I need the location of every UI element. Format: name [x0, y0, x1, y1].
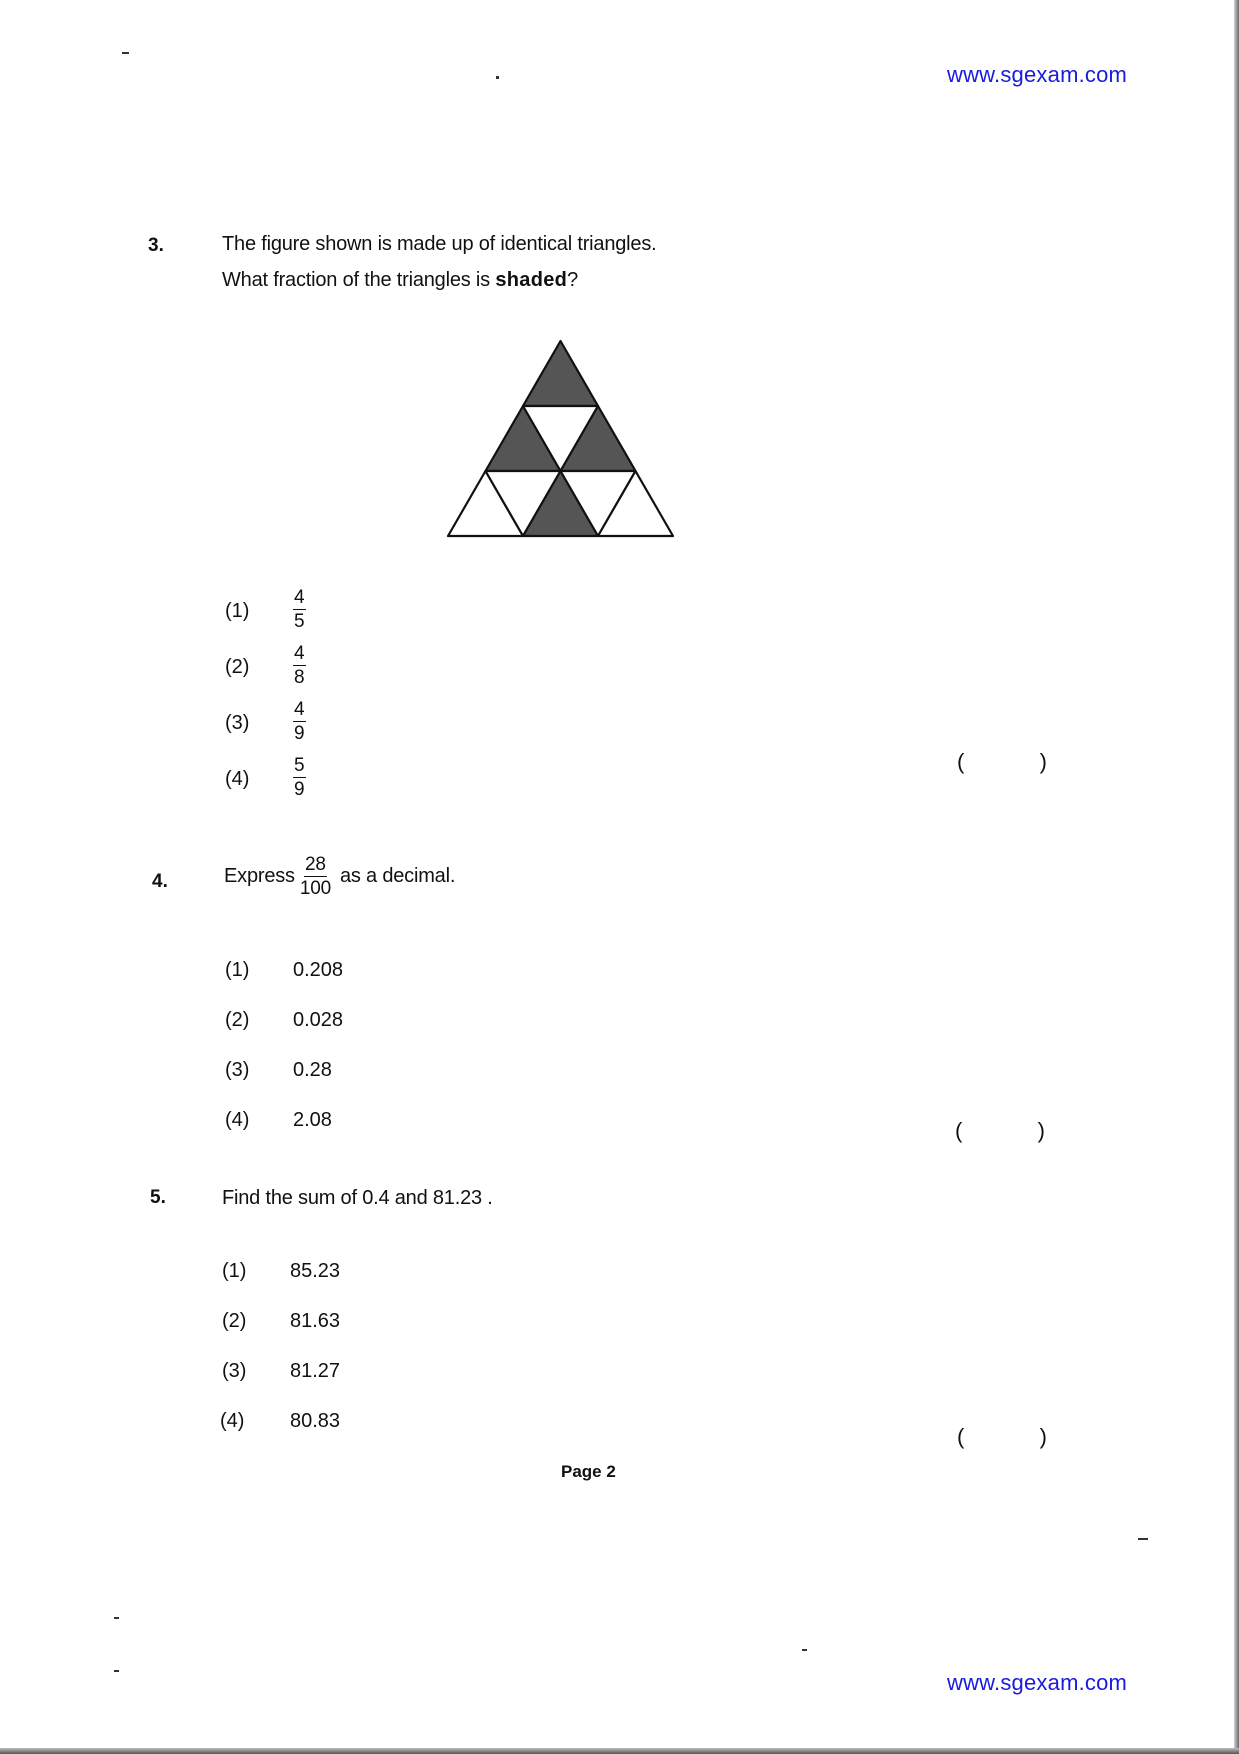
page-edge-shadow-bottom [0, 1748, 1239, 1754]
triangle-figure [440, 335, 680, 540]
scan-speck [802, 1649, 807, 1651]
option-label: (1) [225, 600, 250, 622]
question-3-text [222, 226, 657, 298]
option-fraction: $\frac{4}{5}$ [294, 587, 305, 632]
question-5-option-4[interactable]: (4) 80.83 [220, 1410, 341, 1432]
question-4-number: 4. [152, 871, 168, 892]
footer-site-link[interactable]: www.sgexam.com [947, 1670, 1128, 1695]
question-4-fraction: $\frac{28}{100}$ [299, 854, 331, 899]
page-edge-shadow [1234, 0, 1239, 1754]
option-label: (3) [225, 712, 250, 734]
question-4-option-3[interactable]: (3) 0.28 [225, 1059, 332, 1081]
question-5-number: 5. [150, 1187, 166, 1208]
option-fraction: $\frac{5}{9}$ [294, 755, 305, 800]
page-number: Page 2 [561, 1462, 616, 1481]
question-3-line2: What fraction of the triangles is shaded? [222, 269, 579, 291]
scan-speck [122, 52, 129, 54]
question-4-option-1[interactable]: (1) 0.208 [225, 959, 344, 981]
scan-speck [1138, 1538, 1148, 1540]
option-label: (2) [225, 656, 250, 678]
question-5-option-3[interactable]: (3) 81.27 [222, 1360, 341, 1382]
question-5-option-2[interactable]: (2) 81.63 [222, 1310, 341, 1332]
scan-speck [114, 1670, 119, 1672]
scan-speck [114, 1617, 119, 1619]
question-3-line1: The figure shown is made up of identical triangles. [222, 233, 657, 255]
option-fraction: $\frac{4}{9}$ [294, 699, 305, 744]
question-5-option-1[interactable]: (1) 85.23 [222, 1260, 341, 1282]
option-label: (4) [225, 768, 250, 790]
question-3-number: 3. [148, 235, 164, 256]
question-3-option-1[interactable] [225, 588, 345, 638]
emphasis-shaded: shaded [495, 269, 568, 291]
question-4-option-2[interactable]: (2) 0.028 [225, 1009, 344, 1031]
option-fraction: $\frac{4}{8}$ [294, 643, 305, 688]
question-4-option-4[interactable]: (4) 2.08 [225, 1109, 332, 1131]
question-3-option-4[interactable] [225, 756, 345, 806]
header-site-link[interactable]: www.sgexam.com [947, 62, 1128, 87]
question-3-option-3[interactable] [225, 700, 345, 750]
shaded-triangle [523, 341, 598, 406]
question-5-text: Find the sum of 0.4 and 81.23 . [222, 1187, 493, 1209]
question-4-text: Express $\frac{28}{100}$ as a decimal. [224, 854, 456, 899]
question-3-option-2[interactable] [225, 644, 345, 694]
scan-speck [496, 76, 499, 79]
